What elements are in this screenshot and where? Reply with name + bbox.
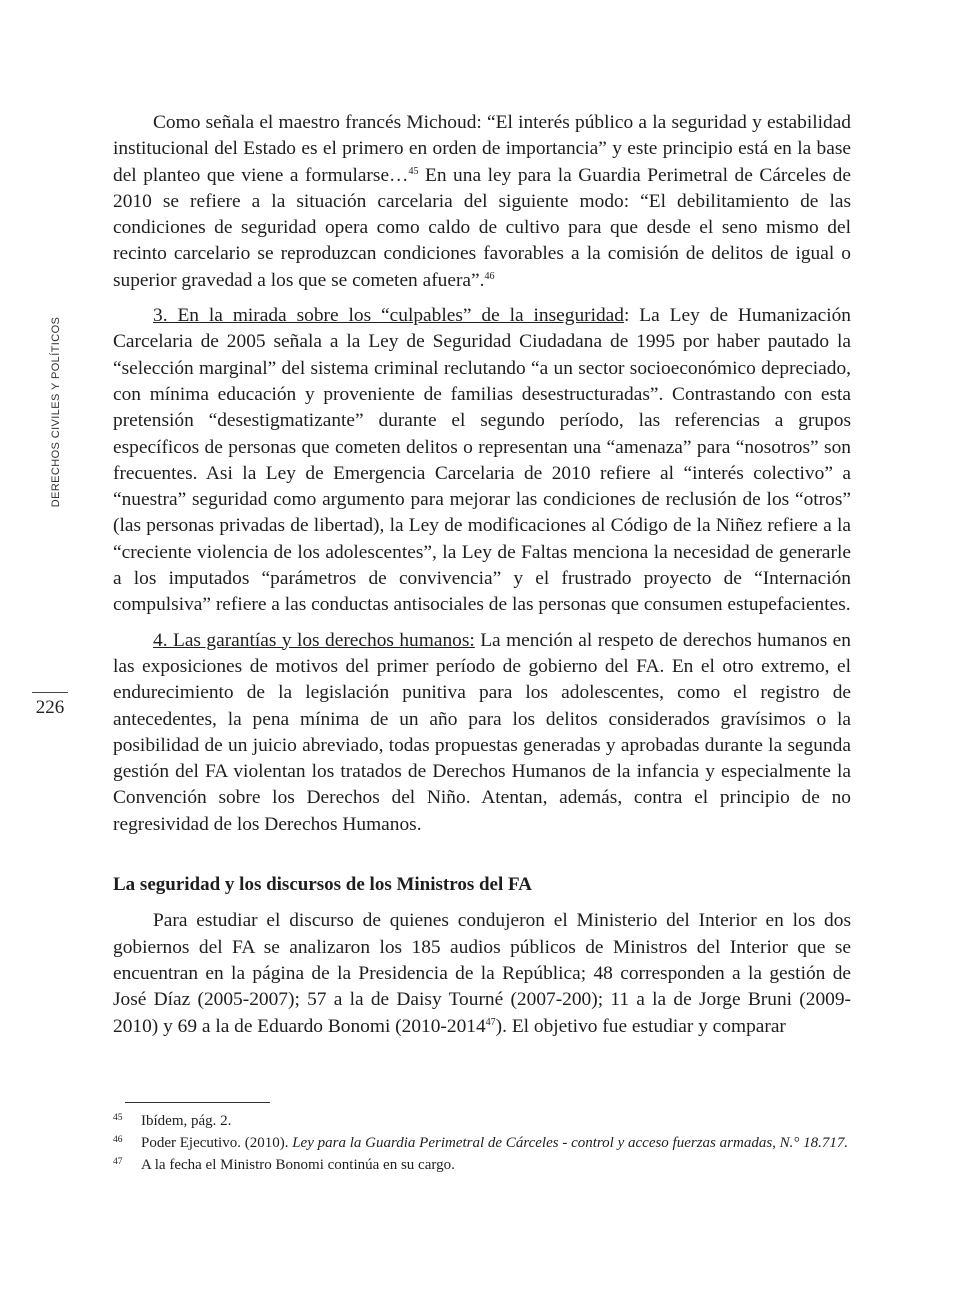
footnote-text: A la fecha el Ministro Bonomi continúa en su cargo. — [141, 1157, 455, 1173]
footnote-46: 46 Poder Ejecutivo. (2010). Ley para la Guardia Perimetral de Cárceles - control y acceso fuerzas armadas, N.° 18.717. — [113, 1135, 849, 1151]
footnote-45: 45 Ibídem, pág. 2. — [113, 1113, 232, 1129]
footnote-ref-47[interactable]: 47 — [485, 1016, 496, 1028]
footnote-ref-45[interactable]: 45 — [408, 165, 419, 177]
footnote-47: 47 A la fecha el Ministro Bonomi continúa en su cargo. — [113, 1157, 455, 1173]
paragraph-text: En una ley para la Guardia Perimetral de Cárceles de 2010 se refiere a la situación carcelaria del siguiente modo: “El debilitamiento de las condiciones de seguridad opera como caldo de cultivo para que desde el seno mismo del recinto carcelario se reproduzcan condiciones favorables a la comisión de delitos de igual o superior gravedad a los que se cometen afuera”. — [113, 164, 851, 291]
section-lead-underlined: 3. En la mirada sobre los “culpables” de la inseguridad — [153, 305, 624, 327]
paragraph-michoud — [113, 110, 851, 294]
footnote-divider — [125, 1102, 270, 1103]
running-head-text: DERECHOS CIVILES Y POLÍTICOS — [50, 316, 62, 508]
paragraph-text: : La Ley de Humanización Carcelaria de 2005 señala a la Ley de Seguridad Ciudadana de 1995 por haber pautado la “selección marginal” del sistema criminal reclutando “a un sector socioeconómico depreciado, con mínima educación y proveniente de familias desestructuradas”. Contrastando con esta pretensión “desestigmatizante” durante el segundo período, las referencias a grupos específicos de personas que cometen delitos o representan una “amenaza” para “nosotros” son frecuentes. Asi la Ley de Emergencia Carcelaria de 2010 refiere al “interés colectivo” a “nuestra” seguridad como argumento para mejorar las condiciones de reclusión de los “otros” (las personas privadas de libertad), la Ley de modificaciones al Código de la Niñez refiere a la “creciente violencia de los adolescentes”, la Ley de Faltas menciona la necesidad de generarle a los imputados “parámetros de convivencia” y el frustrado proyecto de “Internación compulsiva” refiere a las conductas antisociales de las personas que consumen estupefacientes. — [113, 305, 851, 616]
footnotes — [113, 1110, 851, 1176]
paragraph-text: Para estudiar el discurso de quienes condujeron el Ministerio del Interior en los dos gobiernos del FA se analizaron los 185 audios públicos de Ministros del Interior que se encuentran en la página de la Presidencia de la República; 48 corresponden a la gestión de José Díaz (2005-2007); 57 a la de Daisy Tourné (2007-200); 11 a la de Jorge Bruni (2009-2010) y 69 a la de Eduardo Bonomi (2010-2014 — [113, 910, 851, 1037]
paragraph-culpables — [113, 303, 851, 619]
running-head — [46, 312, 66, 512]
main-text — [113, 110, 851, 1049]
footnote-ref-46[interactable]: 46 — [484, 270, 495, 282]
section-lead-underlined: 4. Las garantías y los derechos humanos: — [153, 629, 475, 651]
paragraph-text: La mención al respeto de derechos humanos en las exposiciones de motivos del primer período de gobierno del FA. En el otro extremo, el endurecimiento de la legislación punitiva para los adolescentes, como el registro de antecedentes, la pena mínima de un año para los delitos considerados gravísimos o la posibilidad de un juicio abreviado, todas propuestas generadas y aprobadas durante la segunda gestión del FA violentan los tratados de Derechos Humanos de la infancia y especialmente la Convención sobre los Derechos del Niño. Atentan, además, contra el principio de no regresividad de los Derechos Humanos. — [113, 629, 851, 835]
footnote-text: Ibídem, pág. 2. — [141, 1113, 232, 1129]
footnote-title-italic: Ley para la Guardia Perimetral de Cárceles - control y acceso fuerzas armadas, N.° 18.717. — [292, 1135, 849, 1151]
page-number: 226 — [32, 692, 68, 719]
paragraph-garantias — [113, 628, 851, 838]
paragraph-text: Como señala el maestro francés Michoud: “El interés público a la seguridad y estabilidad institucional del Estado es el primero en orden de importancia” y este principio está en la base del planteo que viene a formularse… — [113, 112, 851, 186]
paragraph-ministros — [113, 908, 851, 1039]
footnote-text: Poder Ejecutivo. (2010). — [141, 1135, 293, 1151]
section-heading: La seguridad y los discursos de los Ministros del FA — [113, 874, 532, 896]
paragraph-text: ). El objetivo fue estudiar y comparar — [495, 1015, 786, 1037]
